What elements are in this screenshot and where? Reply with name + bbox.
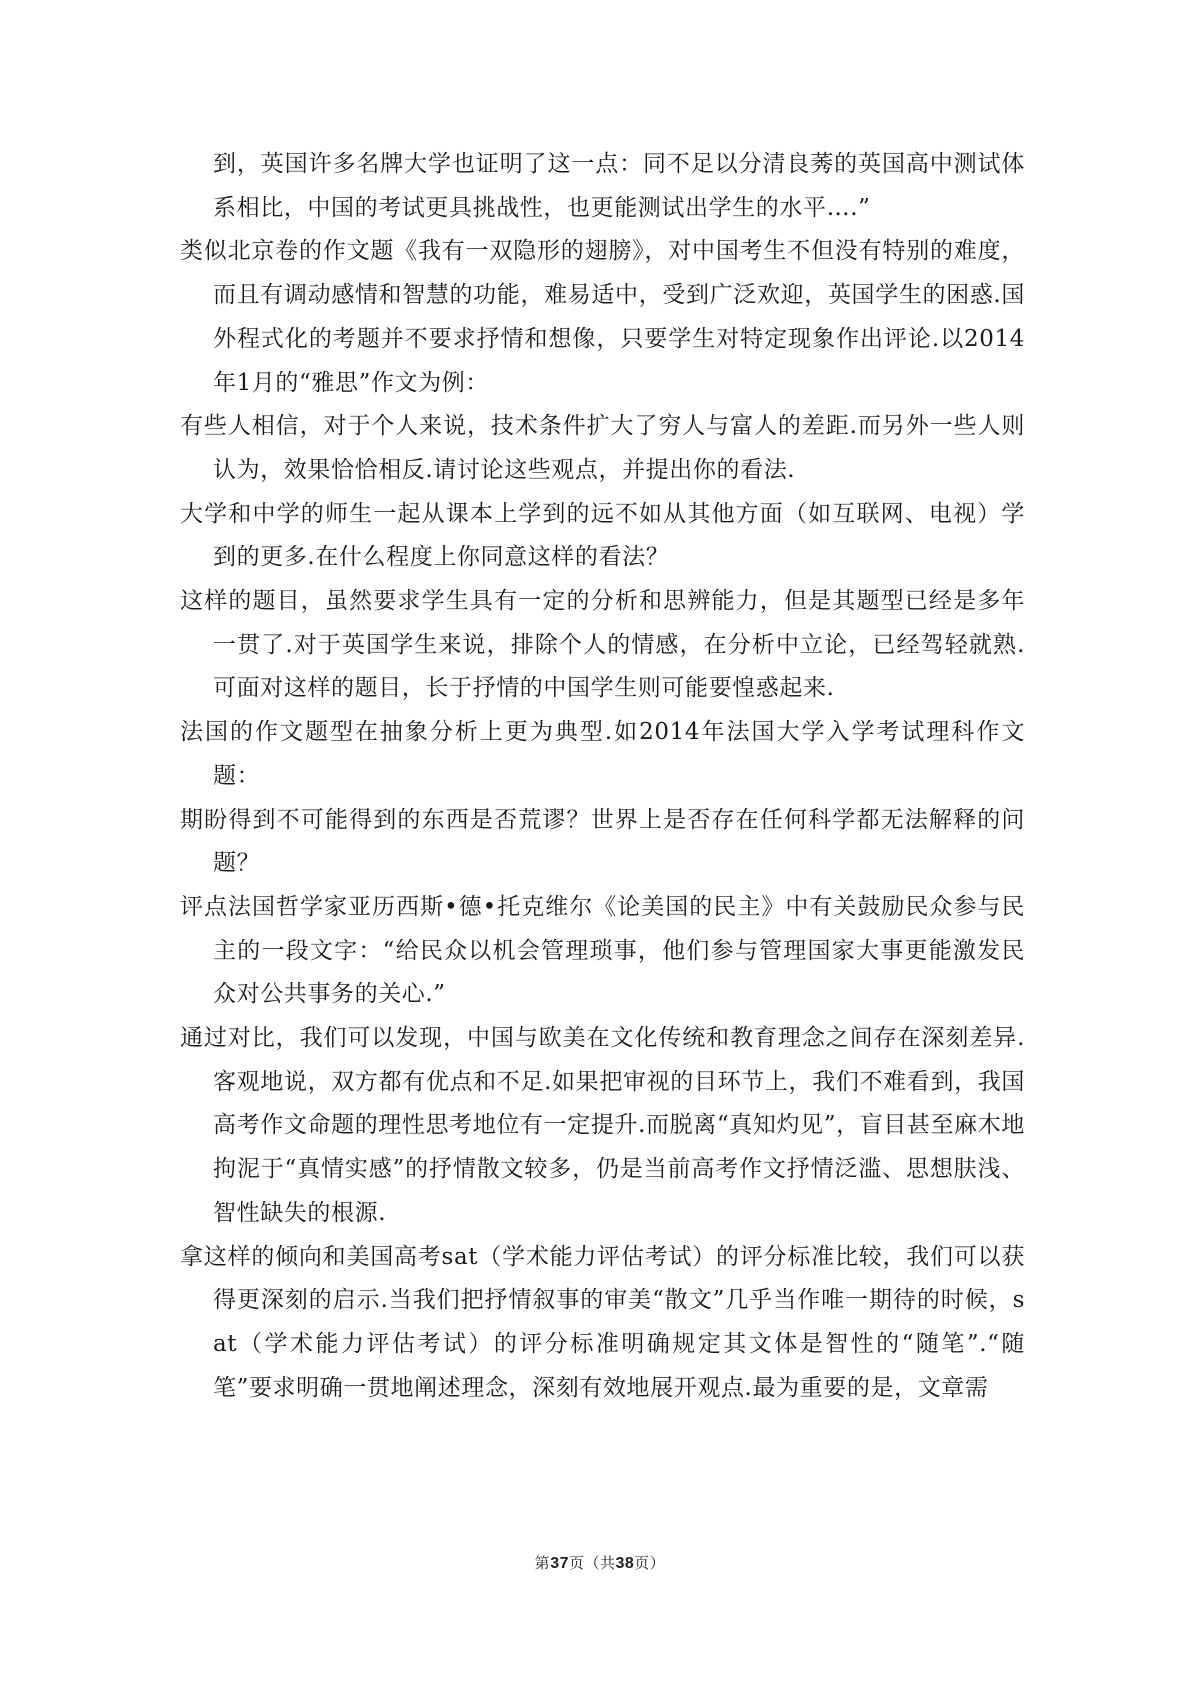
- current-page-number: 37: [550, 1555, 569, 1572]
- total-page-number: 38: [615, 1555, 635, 1572]
- paragraph-sat: 拿这样的倾向和美国高考sat（学术能力评估考试）的评分标准比较，我们可以获得更深刻的启示.当我们把抒情叙事的审美“散文”几乎当作唯一期待的时候，sat（学术能力评估考试）的评分标准明确规定其文体是智性的“随笔”.“随笔”要求明确一贯地阐述理念，深刻有效地展开观点.最为重要的是，文章需: [180, 1243, 1025, 1401]
- paragraph-comparison: 通过对比，我们可以发现，中国与欧美在文化传统和教育理念之间存在深刻差异.客观地说，双方都有优点和不足.如果把审视的目环节上，我们不难看到，我国高考作文命题的理性思考地位有一定提升.而脱离“真知灼见”，盲目甚至麻木地拘泥于“真情实感”的抒情散文较多，仍是当前高考作文抒情泛滥、思想肤浅、智性缺失的根源.: [180, 1025, 1025, 1226]
- paragraph-ielts-topic-2: 大学和中学的师生一起从课本上学到的远不如从其他方面（如互联网、电视）学到的更多.在什么程度上你同意这样的看法？: [180, 500, 1025, 571]
- paragraph-france-topic-1: 期盼得到不可能得到的东西是否荒谬？世界上是否存在任何科学都无法解释的问题？: [180, 806, 1025, 877]
- footer-suffix: 页）: [634, 1554, 666, 1572]
- paragraph-continuation: 到，英国许多名牌大学也证明了这一点：同不足以分清良莠的英国高中测试体系相比，中国的考试更具挑战性，也更能测试出学生的水平….”: [213, 151, 1025, 221]
- page-footer: [0, 1552, 1200, 1573]
- footer-middle: 页（共: [568, 1554, 616, 1572]
- footer-prefix: 第: [534, 1554, 551, 1572]
- paragraph-beijing-essay: 类似北京卷的作文题《我有一双隐形的翅膀》，对中国考生不但没有特别的难度，而且有调动感情和智慧的功能，难易适中，受到广泛欢迎，英国学生的困惑.国外程式化的考题并不要求抒情和想像，只要学生对特定现象作出评论.以2014年1月的“雅思”作文为例：: [180, 238, 1025, 396]
- paragraph-france-intro: 法国的作文题型在抽象分析上更为典型.如2014年法国大学入学考试理科作文题：: [180, 719, 1025, 789]
- body-text: [180, 143, 1025, 1410]
- paragraph-analysis-uk: 这样的题目，虽然要求学生具有一定的分析和思辨能力，但是其题型已经是多年一贯了.对于英国学生来说，排除个人的情感，在分析中立论，已经驾轻就熟.可面对这样的题目，长于抒情的中国学生则可能要惶惑起来.: [180, 588, 1025, 702]
- paragraph-france-topic-2: 评点法国哲学家亚历西斯•德•托克维尔《论美国的民主》中有关鼓励民众参与民主的一段文字：“给民众以机会管理琐事，他们参与管理国家大事更能激发民众对公共事务的关心.”: [180, 893, 1025, 1008]
- paragraph-ielts-topic-1: 有些人相信，对于个人来说，技术条件扩大了穷人与富人的差距.而另外一些人则认为，效果恰恰相反.请讨论这些观点，并提出你的看法.: [180, 413, 1025, 483]
